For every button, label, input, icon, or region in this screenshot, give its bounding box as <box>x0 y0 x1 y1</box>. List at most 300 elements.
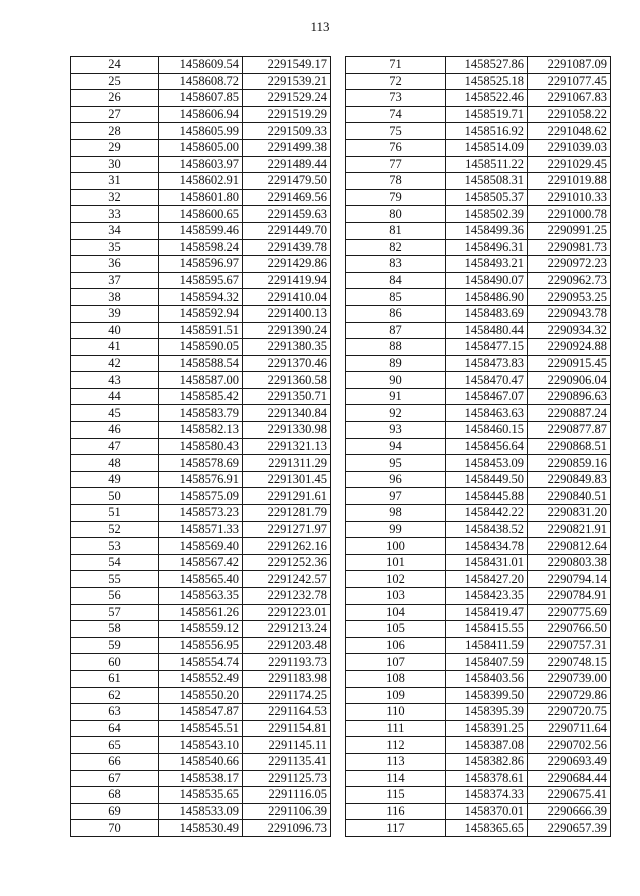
point-number-cell: 50 <box>71 488 159 505</box>
x-coordinate-cell: 1458590.05 <box>159 339 243 356</box>
x-coordinate-cell: 1458606.94 <box>159 106 243 123</box>
y-coordinate-cell: 2291321.13 <box>243 438 331 455</box>
x-coordinate-cell: 1458600.65 <box>159 206 243 223</box>
x-coordinate-cell: 1458535.65 <box>159 787 243 804</box>
point-number-cell: 55 <box>71 571 159 588</box>
table-row <box>346 322 611 339</box>
x-coordinate-cell: 1458569.40 <box>159 538 243 555</box>
y-coordinate-cell: 2291419.94 <box>243 272 331 289</box>
table-row <box>346 455 611 472</box>
point-number-cell: 116 <box>346 803 446 820</box>
x-coordinate-cell: 1458399.50 <box>446 687 528 704</box>
table-row <box>71 654 331 671</box>
y-coordinate-cell: 2291067.83 <box>528 90 611 107</box>
table-row <box>71 90 331 107</box>
table-row <box>346 339 611 356</box>
table-row <box>346 488 611 505</box>
table-row <box>71 820 331 837</box>
point-number-cell: 100 <box>346 538 446 555</box>
y-coordinate-cell: 2291340.84 <box>243 405 331 422</box>
x-coordinate-cell: 1458370.01 <box>446 803 528 820</box>
point-number-cell: 89 <box>346 355 446 372</box>
y-coordinate-cell: 2291459.63 <box>243 206 331 223</box>
table-row <box>346 355 611 372</box>
y-coordinate-cell: 2291439.78 <box>243 239 331 256</box>
y-coordinate-cell: 2290657.39 <box>528 820 611 837</box>
table-row <box>71 621 331 638</box>
table-row <box>71 322 331 339</box>
y-coordinate-cell: 2291232.78 <box>243 588 331 605</box>
x-coordinate-cell: 1458582.13 <box>159 422 243 439</box>
point-number-cell: 59 <box>71 637 159 654</box>
table-row <box>346 139 611 156</box>
point-number-cell: 37 <box>71 272 159 289</box>
point-number-cell: 103 <box>346 588 446 605</box>
y-coordinate-cell: 2290775.69 <box>528 604 611 621</box>
point-number-cell: 56 <box>71 588 159 605</box>
y-coordinate-cell: 2291390.24 <box>243 322 331 339</box>
y-coordinate-cell: 2291410.04 <box>243 289 331 306</box>
y-coordinate-cell: 2290887.24 <box>528 405 611 422</box>
x-coordinate-cell: 1458511.22 <box>446 156 528 173</box>
x-coordinate-cell: 1458575.09 <box>159 488 243 505</box>
x-coordinate-cell: 1458595.67 <box>159 272 243 289</box>
point-number-cell: 62 <box>71 687 159 704</box>
y-coordinate-cell: 2290684.44 <box>528 770 611 787</box>
y-coordinate-cell: 2290906.04 <box>528 372 611 389</box>
y-coordinate-cell: 2290812.64 <box>528 538 611 555</box>
table-row <box>71 637 331 654</box>
point-number-cell: 68 <box>71 787 159 804</box>
table-row <box>71 770 331 787</box>
table-row <box>71 173 331 190</box>
x-coordinate-cell: 1458442.22 <box>446 505 528 522</box>
y-coordinate-cell: 2291000.78 <box>528 206 611 223</box>
point-number-cell: 70 <box>71 820 159 837</box>
y-coordinate-cell: 2291529.24 <box>243 90 331 107</box>
y-coordinate-cell: 2291262.16 <box>243 538 331 555</box>
x-coordinate-cell: 1458585.42 <box>159 388 243 405</box>
table-row <box>346 405 611 422</box>
x-coordinate-cell: 1458522.46 <box>446 90 528 107</box>
x-coordinate-cell: 1458445.88 <box>446 488 528 505</box>
x-coordinate-cell: 1458508.31 <box>446 173 528 190</box>
y-coordinate-cell: 2290840.51 <box>528 488 611 505</box>
y-coordinate-cell: 2291010.33 <box>528 189 611 206</box>
table-row <box>346 604 611 621</box>
table-row <box>71 670 331 687</box>
table-row <box>71 272 331 289</box>
table-row <box>71 422 331 439</box>
table-row <box>346 803 611 820</box>
point-number-cell: 83 <box>346 256 446 273</box>
y-coordinate-cell: 2290934.32 <box>528 322 611 339</box>
x-coordinate-cell: 1458438.52 <box>446 521 528 538</box>
point-number-cell: 73 <box>346 90 446 107</box>
point-number-cell: 46 <box>71 422 159 439</box>
x-coordinate-cell: 1458552.49 <box>159 670 243 687</box>
point-number-cell: 74 <box>346 106 446 123</box>
point-number-cell: 71 <box>346 57 446 74</box>
table-row <box>71 73 331 90</box>
table-row <box>346 670 611 687</box>
x-coordinate-cell: 1458374.33 <box>446 787 528 804</box>
table-row <box>71 123 331 140</box>
y-coordinate-cell: 2291291.61 <box>243 488 331 505</box>
y-coordinate-cell: 2291330.98 <box>243 422 331 439</box>
point-number-cell: 101 <box>346 554 446 571</box>
x-coordinate-cell: 1458382.86 <box>446 753 528 770</box>
y-coordinate-cell: 2290943.78 <box>528 305 611 322</box>
x-coordinate-cell: 1458460.15 <box>446 422 528 439</box>
point-number-cell: 26 <box>71 90 159 107</box>
y-coordinate-cell: 2291145.11 <box>243 737 331 754</box>
point-number-cell: 51 <box>71 505 159 522</box>
y-coordinate-cell: 2291048.62 <box>528 123 611 140</box>
point-number-cell: 63 <box>71 704 159 721</box>
x-coordinate-cell: 1458516.92 <box>446 123 528 140</box>
y-coordinate-cell: 2291380.35 <box>243 339 331 356</box>
x-coordinate-cell: 1458576.91 <box>159 471 243 488</box>
x-coordinate-cell: 1458543.10 <box>159 737 243 754</box>
point-number-cell: 90 <box>346 372 446 389</box>
table-row <box>346 173 611 190</box>
table-row <box>71 521 331 538</box>
y-coordinate-cell: 2290739.00 <box>528 670 611 687</box>
y-coordinate-cell: 2291183.98 <box>243 670 331 687</box>
point-number-cell: 54 <box>71 554 159 571</box>
table-row <box>71 289 331 306</box>
point-number-cell: 43 <box>71 372 159 389</box>
table-row <box>71 206 331 223</box>
table-row <box>346 156 611 173</box>
table-row <box>346 554 611 571</box>
y-coordinate-cell: 2290924.88 <box>528 339 611 356</box>
point-number-cell: 48 <box>71 455 159 472</box>
table-row <box>346 123 611 140</box>
x-coordinate-cell: 1458598.24 <box>159 239 243 256</box>
y-coordinate-cell: 2290794.14 <box>528 571 611 588</box>
point-number-cell: 102 <box>346 571 446 588</box>
x-coordinate-cell: 1458547.87 <box>159 704 243 721</box>
y-coordinate-cell: 2291039.03 <box>528 139 611 156</box>
x-coordinate-cell: 1458550.20 <box>159 687 243 704</box>
table-row <box>346 305 611 322</box>
y-coordinate-cell: 2290859.16 <box>528 455 611 472</box>
point-number-cell: 110 <box>346 704 446 721</box>
table-row <box>346 372 611 389</box>
table-row <box>71 57 331 74</box>
table-row <box>71 355 331 372</box>
point-number-cell: 69 <box>71 803 159 820</box>
point-number-cell: 25 <box>71 73 159 90</box>
point-number-cell: 109 <box>346 687 446 704</box>
table-row <box>346 90 611 107</box>
table-row <box>71 339 331 356</box>
coordinates-table-left <box>70 56 331 837</box>
table-row <box>346 73 611 90</box>
y-coordinate-cell: 2291311.29 <box>243 455 331 472</box>
x-coordinate-cell: 1458365.65 <box>446 820 528 837</box>
y-coordinate-cell: 2291174.25 <box>243 687 331 704</box>
point-number-cell: 65 <box>71 737 159 754</box>
y-coordinate-cell: 2291096.73 <box>243 820 331 837</box>
table-row <box>346 438 611 455</box>
x-coordinate-cell: 1458580.43 <box>159 438 243 455</box>
x-coordinate-cell: 1458583.79 <box>159 405 243 422</box>
point-number-cell: 76 <box>346 139 446 156</box>
point-number-cell: 64 <box>71 720 159 737</box>
x-coordinate-cell: 1458594.32 <box>159 289 243 306</box>
table-row <box>71 588 331 605</box>
y-coordinate-cell: 2291281.79 <box>243 505 331 522</box>
x-coordinate-cell: 1458490.07 <box>446 272 528 289</box>
y-coordinate-cell: 2290693.49 <box>528 753 611 770</box>
point-number-cell: 98 <box>346 505 446 522</box>
table-row <box>71 753 331 770</box>
table-row <box>346 289 611 306</box>
table-row <box>71 455 331 472</box>
y-coordinate-cell: 2291019.88 <box>528 173 611 190</box>
point-number-cell: 32 <box>71 189 159 206</box>
point-number-cell: 96 <box>346 471 446 488</box>
point-number-cell: 31 <box>71 173 159 190</box>
y-coordinate-cell: 2291489.44 <box>243 156 331 173</box>
x-coordinate-cell: 1458554.74 <box>159 654 243 671</box>
point-number-cell: 27 <box>71 106 159 123</box>
x-coordinate-cell: 1458578.69 <box>159 455 243 472</box>
y-coordinate-cell: 2291106.39 <box>243 803 331 820</box>
y-coordinate-cell: 2291479.50 <box>243 173 331 190</box>
point-number-cell: 52 <box>71 521 159 538</box>
y-coordinate-cell: 2290972.23 <box>528 256 611 273</box>
point-number-cell: 84 <box>346 272 446 289</box>
y-coordinate-cell: 2290666.39 <box>528 803 611 820</box>
y-coordinate-cell: 2290962.73 <box>528 272 611 289</box>
x-coordinate-cell: 1458530.49 <box>159 820 243 837</box>
point-number-cell: 114 <box>346 770 446 787</box>
point-number-cell: 60 <box>71 654 159 671</box>
y-coordinate-cell: 2290915.45 <box>528 355 611 372</box>
table-row <box>346 538 611 555</box>
point-number-cell: 24 <box>71 57 159 74</box>
point-number-cell: 66 <box>71 753 159 770</box>
point-number-cell: 40 <box>71 322 159 339</box>
y-coordinate-cell: 2291193.73 <box>243 654 331 671</box>
table-row <box>71 106 331 123</box>
table-row <box>346 737 611 754</box>
point-number-cell: 53 <box>71 538 159 555</box>
point-number-cell: 105 <box>346 621 446 638</box>
point-number-cell: 36 <box>71 256 159 273</box>
x-coordinate-cell: 1458514.09 <box>446 139 528 156</box>
y-coordinate-cell: 2290981.73 <box>528 239 611 256</box>
x-coordinate-cell: 1458496.31 <box>446 239 528 256</box>
y-coordinate-cell: 2290766.50 <box>528 621 611 638</box>
table-row <box>71 405 331 422</box>
y-coordinate-cell: 2291087.09 <box>528 57 611 74</box>
point-number-cell: 99 <box>346 521 446 538</box>
y-coordinate-cell: 2291509.33 <box>243 123 331 140</box>
x-coordinate-cell: 1458561.26 <box>159 604 243 621</box>
x-coordinate-cell: 1458573.23 <box>159 505 243 522</box>
x-coordinate-cell: 1458545.51 <box>159 720 243 737</box>
point-number-cell: 85 <box>346 289 446 306</box>
y-coordinate-cell: 2291116.05 <box>243 787 331 804</box>
x-coordinate-cell: 1458605.99 <box>159 123 243 140</box>
x-coordinate-cell: 1458423.35 <box>446 588 528 605</box>
y-coordinate-cell: 2291370.46 <box>243 355 331 372</box>
table-row <box>71 139 331 156</box>
y-coordinate-cell: 2291539.21 <box>243 73 331 90</box>
x-coordinate-cell: 1458486.90 <box>446 289 528 306</box>
y-coordinate-cell: 2290729.86 <box>528 687 611 704</box>
table-row <box>346 654 611 671</box>
y-coordinate-cell: 2291125.73 <box>243 770 331 787</box>
y-coordinate-cell: 2291271.97 <box>243 521 331 538</box>
x-coordinate-cell: 1458533.09 <box>159 803 243 820</box>
x-coordinate-cell: 1458563.35 <box>159 588 243 605</box>
x-coordinate-cell: 1458587.00 <box>159 372 243 389</box>
y-coordinate-cell: 2291400.13 <box>243 305 331 322</box>
y-coordinate-cell: 2291242.57 <box>243 571 331 588</box>
x-coordinate-cell: 1458605.00 <box>159 139 243 156</box>
table-row <box>346 206 611 223</box>
x-coordinate-cell: 1458592.94 <box>159 305 243 322</box>
y-coordinate-cell: 2290720.75 <box>528 704 611 721</box>
x-coordinate-cell: 1458567.42 <box>159 554 243 571</box>
x-coordinate-cell: 1458463.63 <box>446 405 528 422</box>
table-row <box>346 106 611 123</box>
x-coordinate-cell: 1458411.59 <box>446 637 528 654</box>
table-row <box>71 538 331 555</box>
y-coordinate-cell: 2290784.91 <box>528 588 611 605</box>
coordinates-table-right <box>345 56 611 837</box>
point-number-cell: 104 <box>346 604 446 621</box>
x-coordinate-cell: 1458387.08 <box>446 737 528 754</box>
point-number-cell: 49 <box>71 471 159 488</box>
table-row <box>346 422 611 439</box>
x-coordinate-cell: 1458571.33 <box>159 521 243 538</box>
point-number-cell: 107 <box>346 654 446 671</box>
point-number-cell: 80 <box>346 206 446 223</box>
y-coordinate-cell: 2290831.20 <box>528 505 611 522</box>
table-row <box>71 256 331 273</box>
y-coordinate-cell: 2290953.25 <box>528 289 611 306</box>
table-row <box>346 505 611 522</box>
table-row <box>346 571 611 588</box>
point-number-cell: 81 <box>346 222 446 239</box>
x-coordinate-cell: 1458602.91 <box>159 173 243 190</box>
y-coordinate-cell: 2291549.17 <box>243 57 331 74</box>
x-coordinate-cell: 1458505.37 <box>446 189 528 206</box>
point-number-cell: 113 <box>346 753 446 770</box>
point-number-cell: 72 <box>346 73 446 90</box>
y-coordinate-cell: 2290803.38 <box>528 554 611 571</box>
y-coordinate-cell: 2291252.36 <box>243 554 331 571</box>
x-coordinate-cell: 1458493.21 <box>446 256 528 273</box>
table-row <box>71 571 331 588</box>
x-coordinate-cell: 1458499.36 <box>446 222 528 239</box>
y-coordinate-cell: 2290748.15 <box>528 654 611 671</box>
x-coordinate-cell: 1458480.44 <box>446 322 528 339</box>
point-number-cell: 117 <box>346 820 446 837</box>
point-number-cell: 93 <box>346 422 446 439</box>
point-number-cell: 47 <box>71 438 159 455</box>
table-row <box>346 621 611 638</box>
x-coordinate-cell: 1458407.59 <box>446 654 528 671</box>
point-number-cell: 91 <box>346 388 446 405</box>
x-coordinate-cell: 1458596.97 <box>159 256 243 273</box>
x-coordinate-cell: 1458588.54 <box>159 355 243 372</box>
y-coordinate-cell: 2291077.45 <box>528 73 611 90</box>
table-row <box>346 637 611 654</box>
table-row <box>71 156 331 173</box>
point-number-cell: 57 <box>71 604 159 621</box>
x-coordinate-cell: 1458415.55 <box>446 621 528 638</box>
x-coordinate-cell: 1458477.15 <box>446 339 528 356</box>
point-number-cell: 94 <box>346 438 446 455</box>
point-number-cell: 75 <box>346 123 446 140</box>
point-number-cell: 92 <box>346 405 446 422</box>
table-row <box>346 720 611 737</box>
point-number-cell: 44 <box>71 388 159 405</box>
table-row <box>71 687 331 704</box>
x-coordinate-cell: 1458601.80 <box>159 189 243 206</box>
table-row <box>71 305 331 322</box>
x-coordinate-cell: 1458483.69 <box>446 305 528 322</box>
point-number-cell: 86 <box>346 305 446 322</box>
y-coordinate-cell: 2291519.29 <box>243 106 331 123</box>
point-number-cell: 30 <box>71 156 159 173</box>
y-coordinate-cell: 2291449.70 <box>243 222 331 239</box>
x-coordinate-cell: 1458540.66 <box>159 753 243 770</box>
table-row <box>346 272 611 289</box>
y-coordinate-cell: 2291301.45 <box>243 471 331 488</box>
y-coordinate-cell: 2291213.24 <box>243 621 331 638</box>
y-coordinate-cell: 2291203.48 <box>243 637 331 654</box>
y-coordinate-cell: 2291429.86 <box>243 256 331 273</box>
x-coordinate-cell: 1458449.50 <box>446 471 528 488</box>
y-coordinate-cell: 2291154.81 <box>243 720 331 737</box>
x-coordinate-cell: 1458453.09 <box>446 455 528 472</box>
table-row <box>346 704 611 721</box>
table-row <box>71 604 331 621</box>
y-coordinate-cell: 2290821.91 <box>528 521 611 538</box>
table-row <box>346 471 611 488</box>
table-row <box>71 189 331 206</box>
table-row <box>71 471 331 488</box>
point-number-cell: 38 <box>71 289 159 306</box>
point-number-cell: 35 <box>71 239 159 256</box>
y-coordinate-cell: 2290702.56 <box>528 737 611 754</box>
table-row <box>346 770 611 787</box>
point-number-cell: 77 <box>346 156 446 173</box>
point-number-cell: 115 <box>346 787 446 804</box>
x-coordinate-cell: 1458603.97 <box>159 156 243 173</box>
x-coordinate-cell: 1458456.64 <box>446 438 528 455</box>
table-row <box>346 521 611 538</box>
point-number-cell: 33 <box>71 206 159 223</box>
table-row <box>346 189 611 206</box>
table-row <box>71 388 331 405</box>
point-number-cell: 87 <box>346 322 446 339</box>
point-number-cell: 108 <box>346 670 446 687</box>
x-coordinate-cell: 1458427.20 <box>446 571 528 588</box>
x-coordinate-cell: 1458556.95 <box>159 637 243 654</box>
y-coordinate-cell: 2291360.58 <box>243 372 331 389</box>
y-coordinate-cell: 2290675.41 <box>528 787 611 804</box>
